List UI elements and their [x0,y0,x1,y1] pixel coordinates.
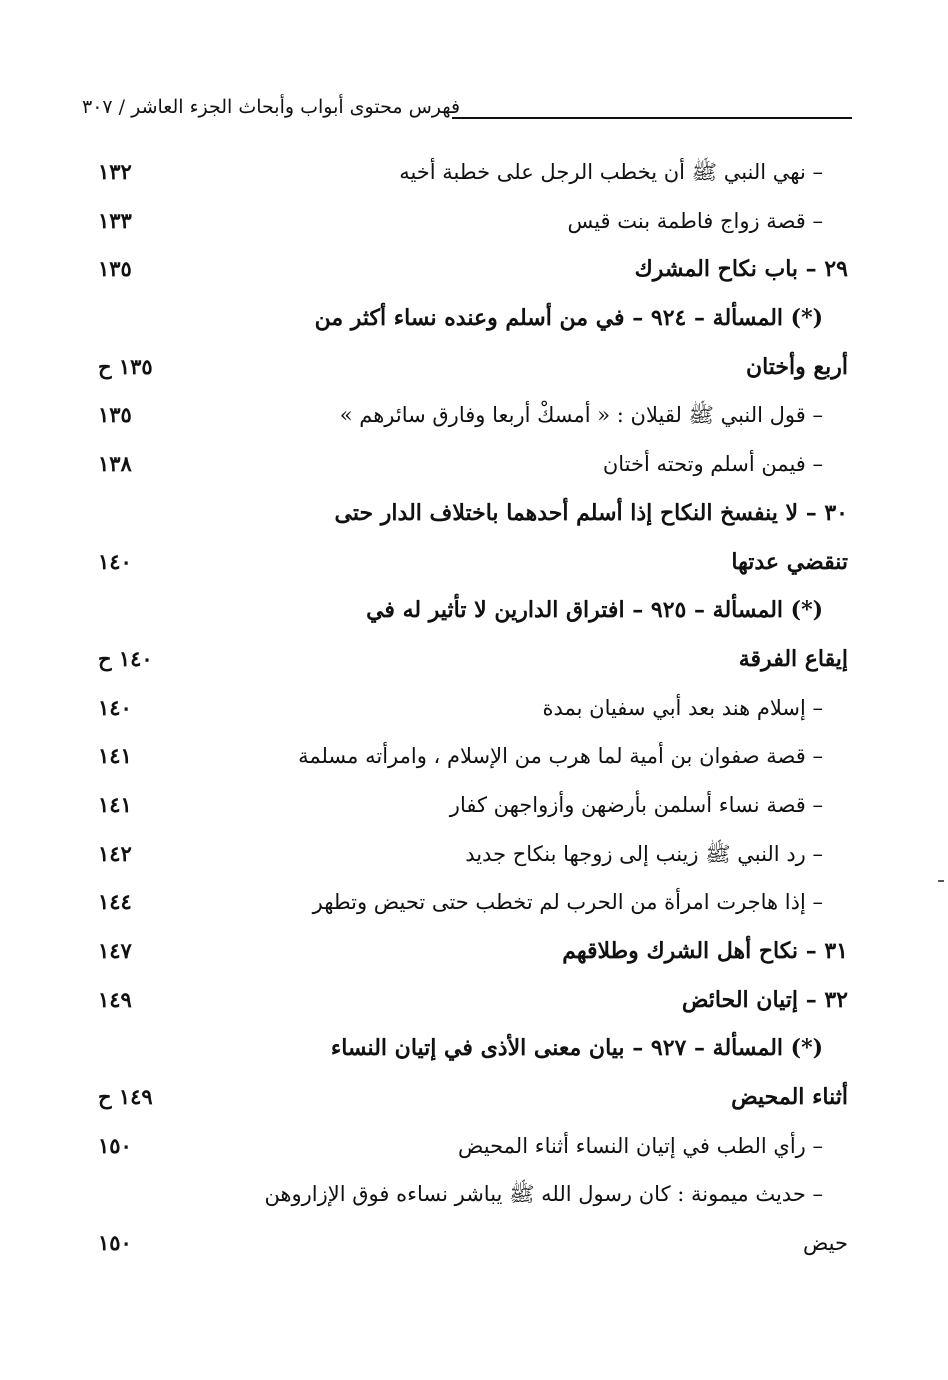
entry-page-number: ١٥٠ [98,1132,132,1158]
index-entry [0,245,948,294]
entry-title: ٢٩ – باب نكاح المشرك [634,256,848,283]
index-entry-list [0,148,948,1268]
entry-page-number: ١٤٩ ح [98,1084,153,1110]
entry-title: – إذا هاجرت امرأة من الحرب لم تخطب حتى تحيض وتطهر [312,890,823,915]
entry-page-number: ١٣٢ [98,159,132,184]
entry-page-number: ١٣٥ [98,402,132,428]
index-entry [0,1219,948,1268]
entry-page-number: ١٣٨ [98,451,132,477]
entry-page-number: ١٤٧ [98,938,132,963]
entry-page-number: ١٤١ [98,791,132,817]
header-rule [452,117,852,119]
margin-mark [938,880,944,882]
entry-page-number: ١٤٩ [98,986,132,1012]
entry-title: – رأي الطب في إتيان النساء أثناء المحيض [458,1133,823,1158]
index-entry [0,1122,948,1171]
index-entry [0,1170,948,1219]
index-entry [0,732,948,781]
entry-page-number: ١٣٥ [98,256,132,282]
entry-title: – قصة صفوان بن أمية لما هرب من الإسلام ، وامرأته مسلمة [298,744,823,769]
entry-title: – فيمن أسلم وتحته أختان [602,452,823,477]
index-entry [0,343,948,392]
entry-title: تنقضي عدتها [731,548,848,575]
entry-title: (*) المسألة – ٩٢٧ – بيان معنى الأذى في إتيان النساء [330,1035,823,1062]
entry-page-number: ١٤٠ [98,694,132,720]
entry-title: – نهي النبي ﷺ أن يخطب الرجل على خطبة أخيه [399,160,823,184]
index-entry [0,294,948,343]
index-entry [0,976,948,1025]
entry-title: – رد النبي ﷺ زينب إلى زوجها بنكاح جديد [465,841,823,866]
index-entry [0,440,948,489]
index-entry [0,1024,948,1073]
entry-title: – قول النبي ﷺ لقيلان : « أمسكْ أربعا وفارق سائرهم » [339,403,823,428]
entry-title: – قصة نساء أسلمن بأرضهن وأزواجهن كفار [449,792,823,817]
index-entry [0,684,948,733]
entry-title: (*) المسألة – ٩٢٥ – افتراق الدارين لا تأثير له في [366,597,823,624]
entry-title: حيض [802,1231,848,1256]
entry-title: ٣٠ – لا ينفسخ النكاح إذا أسلم أحدهما باختلاف الدار حتى [334,499,848,526]
entry-page-number: ١٤٤ [98,889,132,915]
index-entry [0,538,948,587]
entry-title: – حديث ميمونة : كان رسول الله ﷺ يباشر نساءه فوق الإزاروهن [264,1182,823,1207]
entry-title: – قصة زواج فاطمة بنت قيس [567,208,823,233]
index-entry [0,1073,948,1122]
entry-page-number: ١٣٥ ح [98,353,153,379]
entry-page-number: ١٤٠ ح [98,645,153,671]
entry-title: ٣١ – نكاح أهل الشرك وطلاقهم [562,938,848,964]
running-header-text: فهرس محتوى أبواب وأبحاث الجزء العاشر / ٣٠٧ [82,96,461,118]
index-entry [0,635,948,684]
entry-page-number: ١٥٠ [98,1230,132,1256]
entry-title: إيقاع الفرقة [738,645,848,672]
entry-page-number: ١٣٣ [98,207,132,233]
entry-page-number: ١٤٠ [98,548,132,574]
index-entry [0,586,948,635]
entry-title: أثناء المحيض [731,1084,848,1111]
running-header [82,92,852,126]
index-entry [0,781,948,830]
index-entry [0,197,948,246]
entry-page-number: ١٤٢ [98,840,132,866]
entry-title: – إسلام هند بعد أبي سفيان بمدة [542,695,823,720]
index-entry [0,391,948,440]
index-entry [0,878,948,927]
index-entry [0,927,948,976]
entry-title: (*) المسألة – ٩٢٤ – في من أسلم وعنده نساء أكثر من [314,305,823,332]
index-entry [0,148,948,197]
entry-title: أربع وأختان [745,353,848,380]
entry-page-number: ١٤١ [98,743,132,769]
index-entry [0,830,948,879]
entry-title: ٣٢ – إتيان الحائض [681,986,848,1013]
index-entry [0,489,948,538]
